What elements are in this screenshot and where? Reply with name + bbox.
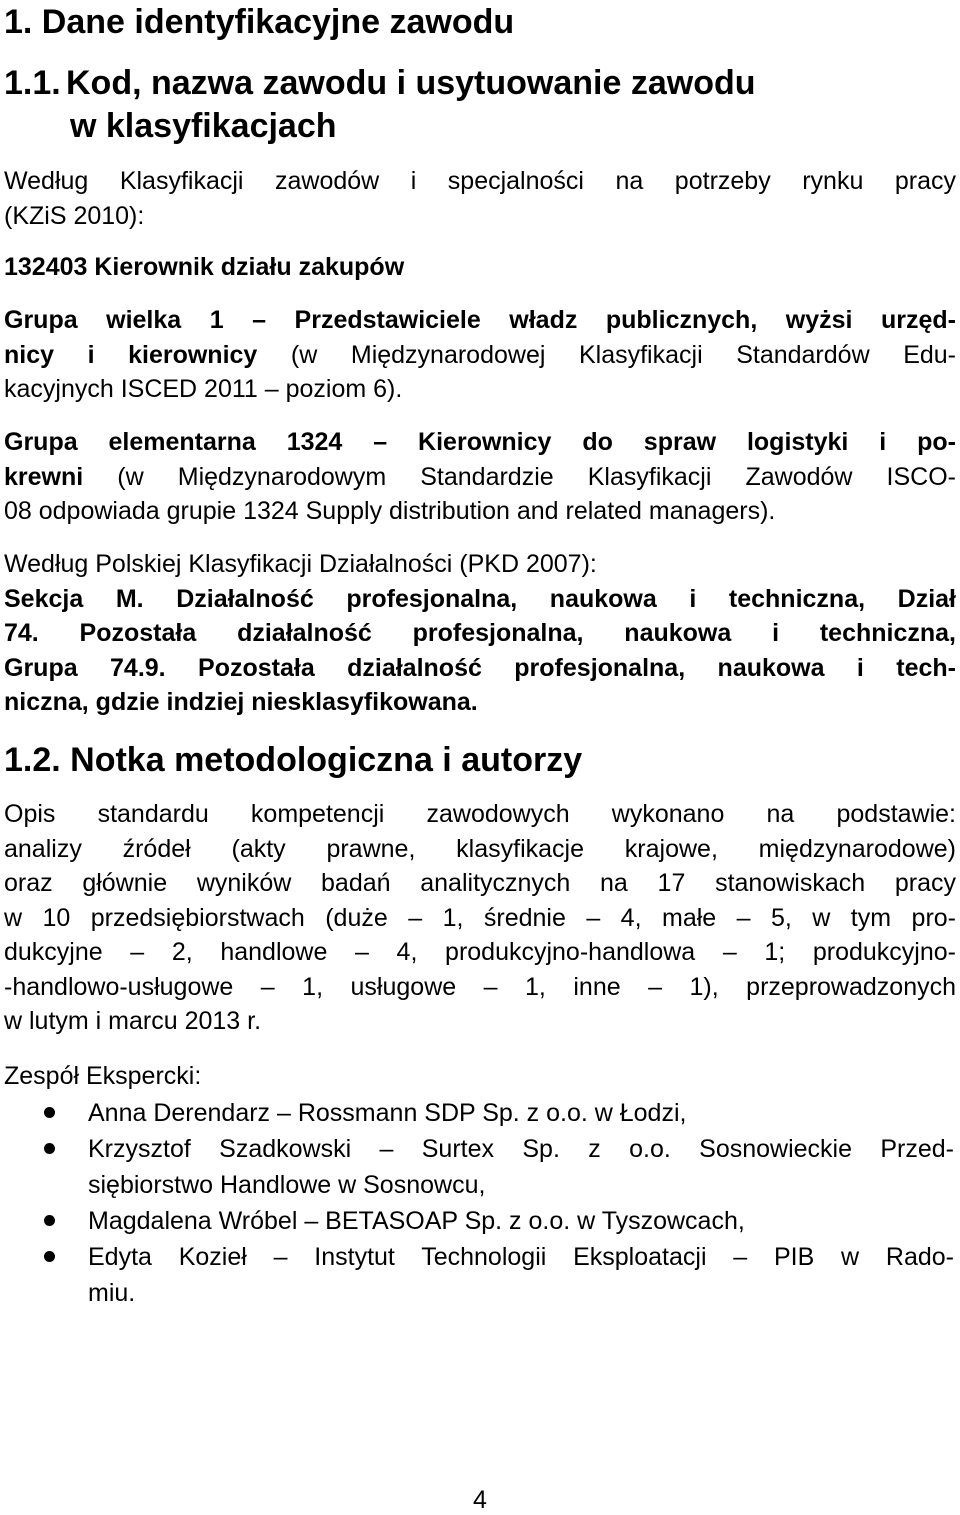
subsection-heading-1-2: 1.2. Notka metodologiczna i autorzy <box>4 741 583 779</box>
expert-line-1: Edyta Kozieł – Instytut Technologii Eksploatacji – PIB w Rado- <box>88 1243 954 1271</box>
major-group-paragraph <box>4 303 956 407</box>
major-group-note-3: kacyjnych ISCED 2011 – poziom 6). <box>4 375 403 403</box>
methodology-line-6: -handlowo-usługowe – 1, usługowe – 1, inne – 1), przeprowadzonych <box>4 972 956 1001</box>
bullet-icon <box>44 1251 55 1262</box>
methodology-line-1: Opis standardu kompetencji zawodowych wykonano na podstawie: <box>4 800 956 828</box>
methodology-paragraph <box>4 797 956 1039</box>
expert-line-2: miu. <box>88 1279 136 1307</box>
methodology-line-5: dukcyjne – 2, handlowe – 4, produkcyjno-handlowa – 1; produkcyjno- <box>4 938 956 966</box>
pkd-line-3: Grupa 74.9. Pozostała działalność profesjonalna, naukowa i tech- <box>4 653 956 682</box>
pkd-line-1: Sekcja M. Działalność profesjonalna, naukowa i techniczna, Dział <box>4 584 956 613</box>
major-group-note-2: (w Międzynarodowej Klasyfikacji Standardów Edu- <box>257 340 956 369</box>
methodology-line-4: w 10 przedsiębiorstwach (duże – 1, średnie – 4, małe – 5, w tym pro- <box>4 903 956 932</box>
expert-line-1: Magdalena Wróbel – BETASOAP Sp. z o.o. w Tyszowcach, <box>88 1207 745 1235</box>
elementary-group-note-3: 08 odpowiada grupie 1324 Supply distribution and related managers). <box>4 497 776 525</box>
elementary-group-paragraph <box>4 425 956 529</box>
methodology-line-3: oraz głównie wyników badań analitycznych na 17 stanowiskach pracy <box>4 869 956 897</box>
section-heading: 1. Dane identyfikacyjne zawodu <box>4 3 515 41</box>
pkd-line-2: 74. Pozostała działalność profesjonalna, naukowa i techniczna, <box>4 619 956 647</box>
expert-line-1: Anna Derendarz – Rossmann SDP Sp. z o.o. w Łodzi, <box>88 1099 687 1127</box>
expert-line-1: Krzysztof Szadkowski – Surtex Sp. z o.o. Sosnowieckie Przed- <box>88 1135 954 1163</box>
expert-item <box>0 1239 954 1311</box>
kzis-intro <box>4 164 956 233</box>
pkd-line-4: niczna, gdzie indziej niesklasyfikowana. <box>4 688 478 716</box>
expert-line-2: siębiorstwo Handlowe w Sosnowcu, <box>88 1171 486 1199</box>
expert-item <box>0 1203 954 1239</box>
pkd-paragraph <box>4 547 956 720</box>
subsection-number: 1.1. <box>4 64 61 102</box>
bullet-icon <box>44 1143 55 1154</box>
subsection-title-line-2: w klasyfikacjach <box>70 107 337 145</box>
methodology-line-2: analizy źródeł (akty prawne, klasyfikacje krajowe, międzynarodowe) <box>4 834 956 863</box>
elementary-group-label-2: krewni <box>4 462 84 491</box>
experts-list <box>0 1095 960 1311</box>
pkd-intro: Według Polskiej Klasyfikacji Działalności (PKD 2007): <box>4 550 597 578</box>
kzis-intro-line-1: Według Klasyfikacji zawodów i specjalności na potrzeby rynku pracy <box>4 167 956 195</box>
expert-item <box>0 1095 954 1131</box>
expert-item <box>0 1131 954 1203</box>
elementary-group-note-2: (w Międzynarodowym Standardzie Klasyfikacji Zawodów ISCO- <box>83 462 956 491</box>
subsection-heading-1-1 <box>4 62 756 148</box>
major-group-label-2: nicy i kierownicy <box>4 340 258 369</box>
page-number: 4 <box>473 1486 487 1514</box>
elementary-group-line-1: Grupa elementarna 1324 – Kierownicy do spraw logistyki i po- <box>4 428 956 456</box>
bullet-icon <box>44 1107 55 1118</box>
methodology-line-7: w lutym i marcu 2013 r. <box>4 1007 262 1035</box>
occupation-code: 132403 Kierownik działu zakupów <box>4 253 405 281</box>
subsection-title-line-1: Kod, nazwa zawodu i usytuowanie zawodu <box>66 64 756 102</box>
bullet-icon <box>44 1215 55 1226</box>
experts-heading: Zespół Ekspercki: <box>4 1062 202 1090</box>
kzis-intro-line-2: (KZiS 2010): <box>4 201 145 230</box>
major-group-line-1: Grupa wielka 1 – Przedstawiciele władz publicznych, wyżsi urzęd- <box>4 306 956 334</box>
